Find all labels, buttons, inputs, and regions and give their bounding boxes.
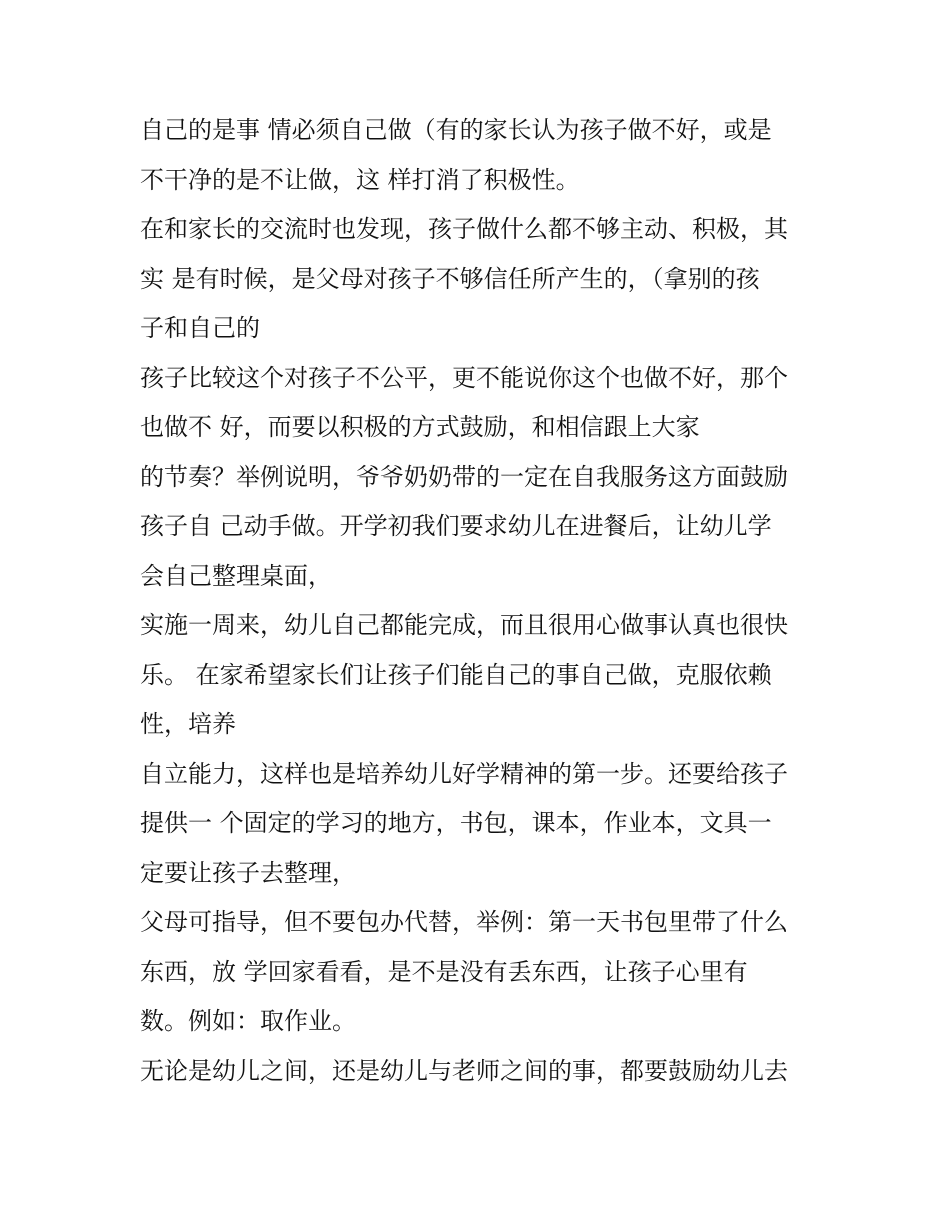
text-line: 在和家长的交流时也发现，孩子做什么都不够主动、积极，其 bbox=[140, 215, 788, 243]
text-line: 不干净的是不让做，这 样打消了积极性。 bbox=[140, 165, 580, 194]
text-line: 子和自己的 bbox=[140, 314, 260, 342]
text-line: 父母可指导，但不要包办代替，举例：第一天书包里带了什么 bbox=[140, 908, 788, 936]
text-line: 乐。 在家希望家长们让孩子们能自己的事自己做，克服依赖 bbox=[140, 660, 772, 689]
text-line: 的节奏？举例说明，爷爷奶奶带的一定在自我服务这方面鼓励 bbox=[140, 462, 788, 491]
text-line: 实 是有时候，是父母对孩子不够信任所产生的，（拿别的孩 bbox=[140, 264, 760, 293]
text-line: 提供一 个固定的学习的地方，书包，课本，作业本，文具一 bbox=[140, 809, 772, 837]
text-line: 也做不 好，而要以积极的方式鼓励，和相信跟上大家 bbox=[140, 413, 700, 441]
text-line: 孩子比较这个对孩子不公平，更不能说你这个也做不好，那个 bbox=[140, 363, 788, 392]
text-line: 定要让孩子去整理， bbox=[140, 858, 356, 887]
body-text bbox=[140, 106, 830, 1096]
text-line: 会自己整理桌面， bbox=[140, 561, 332, 590]
text-line: 无论是幼儿之间，还是幼儿与老师之间的事，都要鼓励幼儿去 bbox=[140, 1056, 788, 1085]
text-line: 孩子自 己动手做。开学初我们要求幼儿在进餐后，让幼儿学 bbox=[140, 512, 772, 540]
text-line: 东西，放 学回家看看，是不是没有丢东西，让孩子心里有 bbox=[140, 957, 748, 986]
text-line: 性，培养 bbox=[140, 710, 236, 738]
text-line: 自立能力，这样也是培养幼儿好学精神的第一步。还要给孩子 bbox=[140, 759, 788, 788]
text-line: 自己的是事 情必须自己做（有的家长认为孩子做不好，或是 bbox=[140, 116, 772, 144]
text-line: 实施一周来，幼儿自己都能完成，而且很用心做事认真也很快 bbox=[140, 611, 788, 639]
text-line: 数。例如：取作业。 bbox=[140, 1007, 356, 1035]
